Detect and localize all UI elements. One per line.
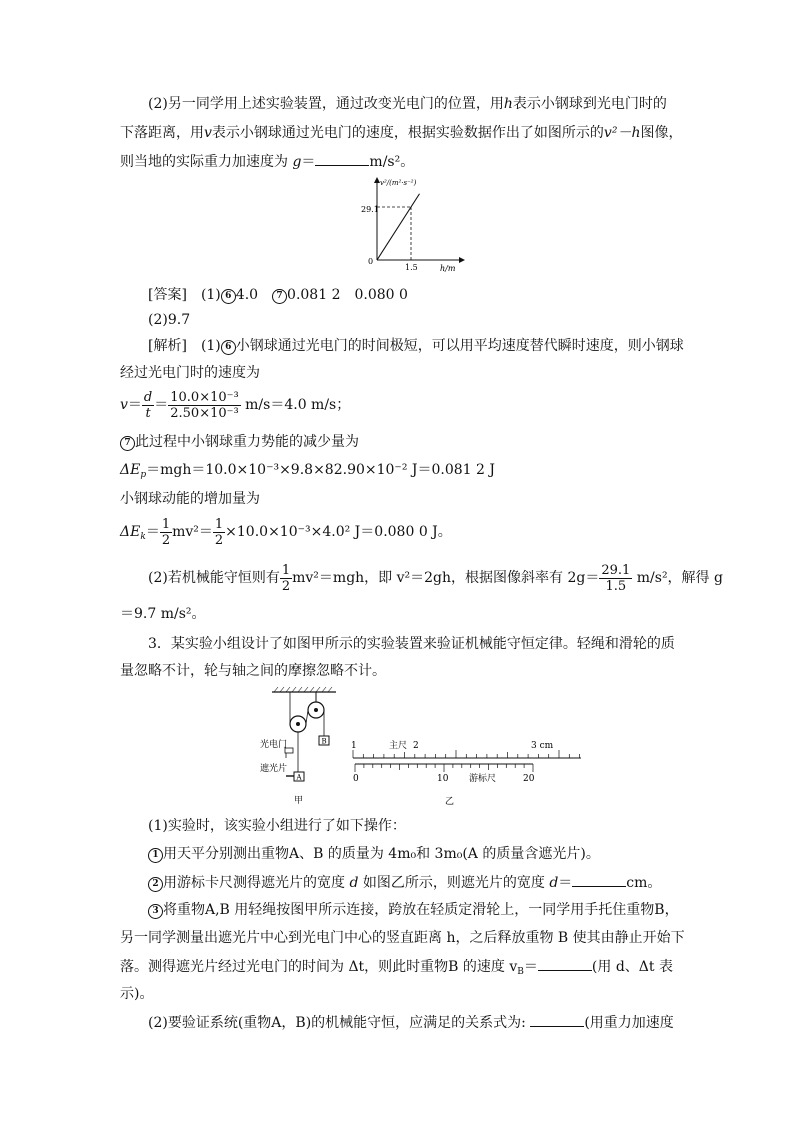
q2-line2: 下落距离，用v表示小钢球通过光电门的速度，根据实验数据作出了如图所示的v²－h图像， <box>120 125 683 141</box>
q3-step1: 1 用天平分别测出重物A、B 的质量为 4m₀和 3m₀(A 的质量含遮光片)。 <box>148 845 600 863</box>
q3-step3-line4: 示)。 <box>120 986 154 1002</box>
main-scale-ticks <box>353 750 580 758</box>
q2-line3: 则当地的实际重力加速度为 g＝ m/s²。 <box>120 154 415 170</box>
main-tick-3: 3 cm <box>531 741 554 751</box>
vernier-tick-0: 0 <box>353 774 359 784</box>
q3-p2: (2)要验证系统(重物A，B)的机械能守恒，应满足的关系式为: (用重力加速度 <box>148 1015 674 1031</box>
fig-jia-label: 甲 <box>294 796 304 806</box>
analysis-line8: (2)若机械能守恒则有 $\frac{1}{2}$ mv²＝mgh，即 v²＝2gh，根据图像斜率有 2g＝ $\frac{29.1}{1.5}$ m/s²，解得 g <box>148 562 723 594</box>
data-line <box>377 194 420 260</box>
vernier-scale-ticks <box>355 764 533 772</box>
y-axis-label: v²/(m²·s⁻²) <box>380 179 417 187</box>
vernier-figure <box>345 738 585 808</box>
q3-step3-line1: 3 将重物A,B 用轻绳按图甲所示连接，跨放在轻质定滑轮上，一同学用手托住重物B， <box>148 901 679 919</box>
delta-ek-formula: $\Delta E_k=$ $\frac{1}{2}$ mv²＝ $\frac{1}{2}$ ×10.0×10⁻³×4.0² J＝0.080 0 J。 <box>120 516 452 548</box>
vernier-tick-20: 20 <box>523 774 535 784</box>
main-tick-2: 2 <box>413 741 419 751</box>
block-b-label: B <box>321 737 327 746</box>
analysis-line6: 小钢球动能的增加量为 <box>120 491 260 507</box>
main-tick-1: 1 <box>351 741 357 751</box>
analysis-line4: 7 此过程中小钢球重力势能的减少量为 <box>120 433 359 451</box>
q3-p1: (1)实验时，该实验小组进行了如下操作： <box>148 818 406 834</box>
analysis-line9: ＝9.7 m/s²。 <box>120 606 206 622</box>
v2-h-graph <box>360 172 470 276</box>
answer-blank <box>315 152 369 166</box>
relation-blank <box>530 1013 584 1027</box>
width-blank <box>572 873 626 887</box>
x-tick-label: 1.5 <box>405 263 418 272</box>
answer-line1: [答案] (1) 6 4.0 7 0.081 2 0.080 0 <box>148 287 408 303</box>
photogate-label: 光电门 <box>260 740 288 750</box>
analysis-line1: [解析] (1) 6 小钢球通过光电门的时间极短，可以用平均速度替代瞬时速度，则小钢球 <box>148 338 684 354</box>
x-axis-label: h/m <box>440 264 456 273</box>
q2-line1: (2)另一同学用上述实验装置，通过改变光电门的位置，用h表示小钢球到光电门时的 <box>148 96 667 112</box>
apparatus-figure <box>258 686 348 808</box>
fig-yi-label: 乙 <box>445 797 455 807</box>
analysis-line2: 经过光电门时的速度为 <box>120 365 260 381</box>
origin-label: 0 <box>368 257 374 266</box>
q3-intro1: 3．某实验小组设计了如图甲所示的实验装置来验证机械能守恒定律。轻绳和滑轮的质 <box>148 636 675 652</box>
velocity-blank <box>538 957 592 971</box>
vernier-scale-label: 游标尺 <box>469 774 497 784</box>
q3-step3-line3: 落。测得遮光片经过光电门的时间为 Δt，则此时重物B 的速度 $v_B=$ (用 d、Δt 表 <box>120 959 673 977</box>
shade-label: 遮光片 <box>260 764 288 774</box>
main-scale-label: 主尺 <box>389 741 408 751</box>
q3-step3-line2: 另一同学测量出遮光片中心到光电门中心的竖直距离 h，之后释放重物 B 使其由静止开始下 <box>120 930 685 946</box>
q3-intro2: 量忽略不计，轮与轴之间的摩擦忽略不计。 <box>120 663 386 679</box>
y-tick-label: 29.1 <box>361 205 379 214</box>
velocity-formula: v＝ $\frac{d}{t}$ ＝ $\frac{\text{10.0×10⁻³}}{\text{2.50×10⁻³}}$ m/s＝4.0 m/s； <box>120 389 351 421</box>
delta-ep-formula: $\Delta E_p=mgh=10.0\times 10^{-3}\times 9.8\times 82.90\times 10^{-2}$ J＝0.081 2 J <box>120 462 495 480</box>
vernier-tick-10: 10 <box>437 774 449 784</box>
q3-step2: 2 用游标卡尺测得遮光片的宽度 d 如图乙所示，则遮光片的宽度 d＝ cm。 <box>148 873 661 892</box>
block-a-label: A <box>296 773 302 782</box>
answer-line2: (2)9.7 <box>148 312 191 328</box>
